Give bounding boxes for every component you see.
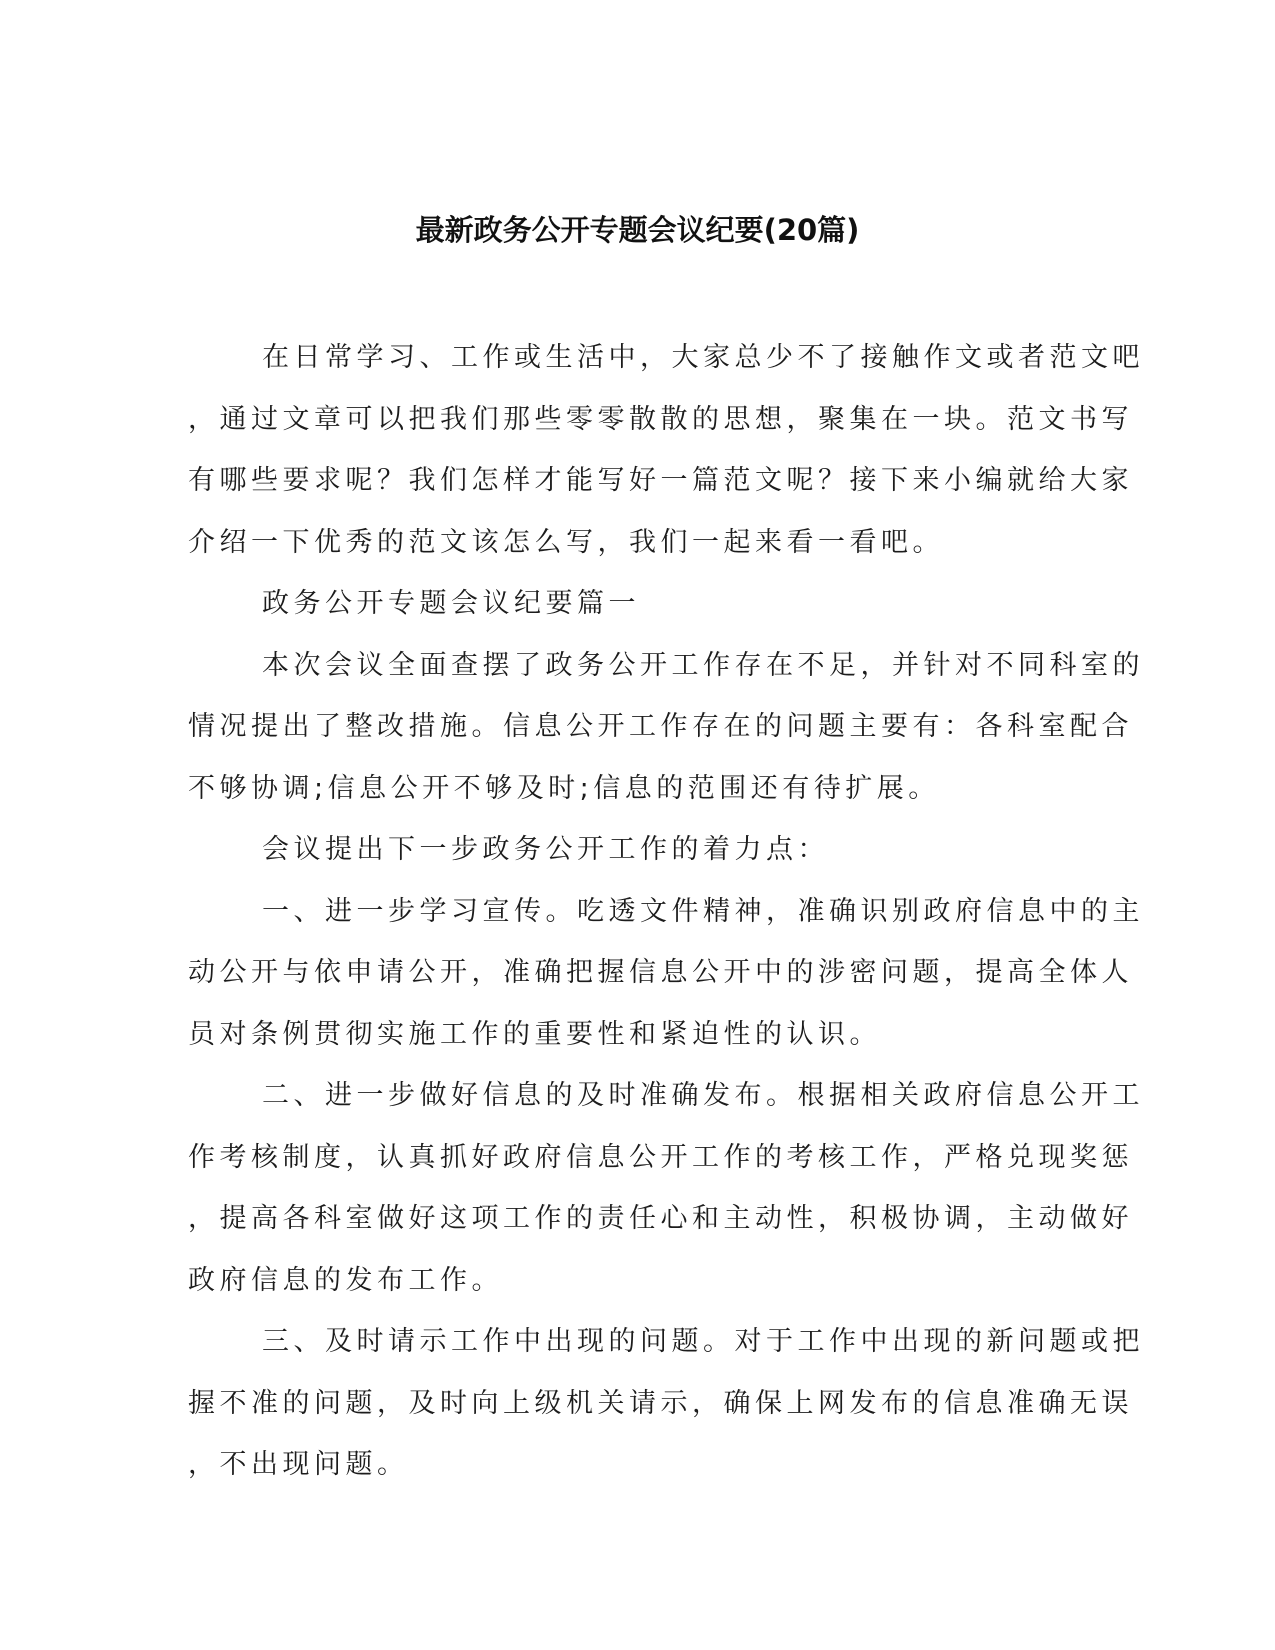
text-line: 二、进一步做好信息的及时准确发布。根据相关政府信息公开工 <box>262 1080 1144 1111</box>
document-body <box>188 327 1144 1496</box>
text-line: 有哪些要求呢？我们怎样才能写好一篇范文呢？接下来小编就给大家 <box>188 465 1133 496</box>
text-line: 动公开与依申请公开，准确把握信息公开中的涉密问题，提高全体人 <box>188 957 1133 988</box>
text-line: 员对条例贯彻实施工作的重要性和紧迫性的认识。 <box>188 1018 881 1050</box>
text-line: 政务公开专题会议纪要篇一 <box>262 588 640 619</box>
text-line: ，不出现问题。 <box>188 1449 409 1480</box>
text-line: 政府信息的发布工作。 <box>188 1264 503 1296</box>
document-title: 最新政务公开专题会议纪要(20篇) <box>415 213 860 247</box>
text-line: ，提高各科室做好这项工作的责任心和主动性，积极协调，主动做好 <box>188 1203 1133 1234</box>
text-line: 介绍一下优秀的范文该怎么写，我们一起来看一看吧。 <box>188 526 944 558</box>
text-line: 不够协调;信息公开不够及时;信息的范围还有待扩展。 <box>188 772 940 804</box>
text-line: 会议提出下一步政务公开工作的着力点： <box>262 834 829 865</box>
text-line: 本次会议全面查摆了政务公开工作存在不足，并针对不同科室的 <box>262 649 1144 681</box>
text-line: ，通过文章可以把我们那些零零散散的思想，聚集在一块。范文书写 <box>188 403 1133 435</box>
text-line: 三、及时请示工作中出现的问题。对于工作中出现的新问题或把 <box>262 1326 1144 1357</box>
text-line: 握不准的问题，及时向上级机关请示，确保上网发布的信息准确无误 <box>188 1387 1133 1419</box>
text-line: 情况提出了整改措施。信息公开工作存在的问题主要有：各科室配合 <box>188 711 1133 742</box>
text-line: 一、进一步学习宣传。吃透文件精神，准确识别政府信息中的主 <box>262 895 1144 927</box>
text-line: 作考核制度，认真抓好政府信息公开工作的考核工作，严格兑现奖惩 <box>188 1141 1133 1173</box>
text-line: 在日常学习、工作或生活中，大家总少不了接触作文或者范文吧 <box>262 342 1144 373</box>
